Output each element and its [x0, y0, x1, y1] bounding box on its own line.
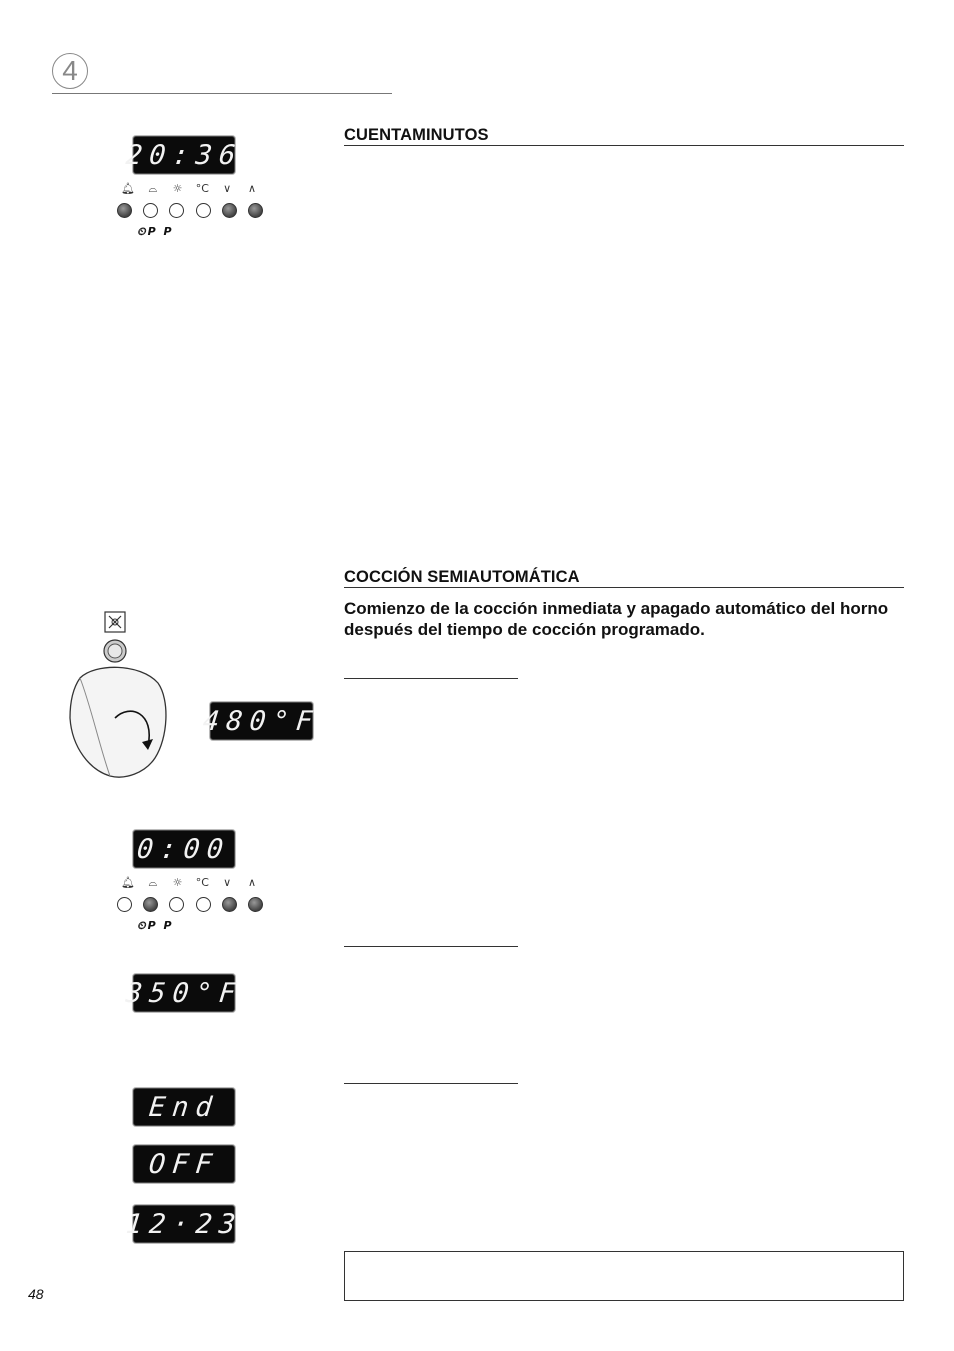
end-time-button[interactable]	[169, 203, 184, 218]
cook-duration-icon: ⌓	[148, 182, 158, 195]
chapter-rule	[52, 93, 392, 94]
display-text: 0:00	[135, 833, 233, 865]
oven-display	[133, 1088, 235, 1126]
section-rule	[344, 145, 904, 146]
oven-display	[124, 1205, 244, 1243]
bell-icon: 🔔︎	[121, 876, 135, 889]
cook-end-icon: ☼	[172, 876, 183, 889]
section-title-semi: COCCIÓN SEMIAUTOMÁTICA	[344, 568, 580, 586]
section-lead: Comienzo de la cocción inmediata y apagado automático del horno después del tiempo de cocción programado.	[344, 599, 889, 639]
cook-end-icon: ☼	[172, 182, 183, 195]
section-rule	[344, 587, 904, 588]
temperature-button[interactable]	[196, 897, 211, 912]
control-panel	[115, 876, 265, 933]
timer-button[interactable]	[117, 203, 132, 218]
panel-sub-labels: ⏲P P	[137, 919, 174, 932]
step-rule	[344, 946, 518, 947]
display-text: 480°F	[201, 705, 322, 737]
oven-knob-illustration	[60, 608, 180, 788]
up-arrow-icon: ∧	[247, 182, 257, 195]
minus-button[interactable]	[222, 897, 237, 912]
section-title-timer: CUENTAMINUTOS	[344, 126, 489, 144]
panel-sub-labels: ⏲P P	[137, 225, 174, 238]
oven-display	[201, 702, 322, 740]
oven-display	[133, 1145, 235, 1183]
step-rule	[344, 678, 518, 679]
down-arrow-icon: ∨	[223, 182, 232, 195]
timer-button[interactable]	[117, 897, 132, 912]
temperature-button[interactable]	[196, 203, 211, 218]
step-rule	[344, 1083, 518, 1084]
display-text: OFF	[147, 1148, 221, 1180]
end-time-button[interactable]	[169, 897, 184, 912]
plus-button[interactable]	[248, 897, 263, 912]
bell-icon: 🔔︎	[121, 182, 135, 195]
plus-button[interactable]	[248, 203, 263, 218]
down-arrow-icon: ∨	[223, 876, 232, 889]
knob-body	[70, 667, 166, 777]
celsius-icon: °C	[195, 876, 209, 889]
oven-display	[133, 830, 235, 868]
celsius-icon: °C	[195, 182, 209, 195]
minus-button[interactable]	[222, 203, 237, 218]
oven-display	[124, 974, 244, 1012]
duration-button[interactable]	[143, 897, 158, 912]
chapter-number: 4	[52, 53, 88, 89]
cook-duration-icon: ⌓	[148, 876, 158, 889]
display-text: End	[147, 1091, 221, 1123]
page-number: 48	[28, 1286, 44, 1302]
up-arrow-icon: ∧	[247, 876, 257, 889]
oven-display	[124, 136, 244, 174]
note-box	[344, 1251, 904, 1301]
duration-button[interactable]	[143, 203, 158, 218]
control-panel	[115, 182, 265, 239]
display-text: 12·23	[124, 1208, 244, 1240]
display-text: 20:36	[124, 139, 244, 171]
display-text: 350°F	[124, 977, 244, 1009]
